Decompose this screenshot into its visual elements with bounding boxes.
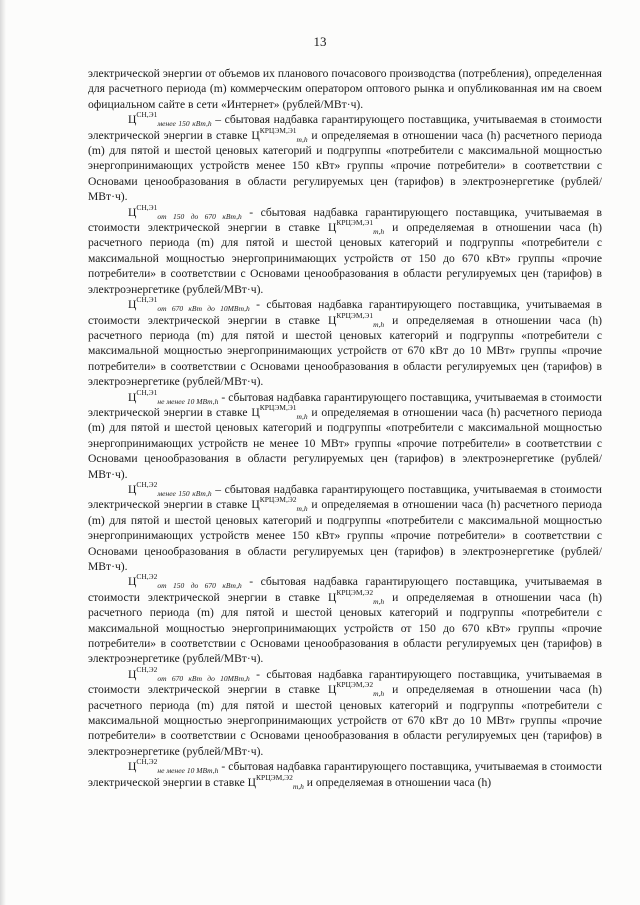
definition-paragraph (88, 112, 602, 204)
rate-letter: Ц (251, 498, 260, 512)
symbol-superscript: СН,Э1 (136, 110, 158, 120)
definition-text-b: и определяемая в отношении часа (h) расчетного периода (m) для пятой и шестой ценовых категорий и подгруппы «потребители с максимальной мощностью энергопринимающих устройств от 150 до 670 кВт» группы «прочие потребители» в соответствии с Основами ценообразования в области регулируемых цен (тарифов) в электроэнергетике (рублей/МВт·ч). (88, 590, 602, 666)
definitions-list (88, 112, 602, 790)
rate-letter: Ц (327, 683, 337, 697)
definition-text-a: - сбытовая надбавка гарантирующего поставщика, учитываемая в стоимости электрической энергии в ставке (88, 298, 602, 327)
rate-symbol (251, 402, 308, 421)
symbol-subscript: от 150 до 670 кВт,h (157, 581, 242, 591)
definition-paragraph (88, 759, 602, 790)
rate-superscript: КРЦЭМ,Э2 (256, 772, 293, 782)
symbol-superscript: СН,Э1 (136, 387, 158, 397)
symbol-subscript: не менее 10 МВт,h (157, 766, 219, 776)
rate-superscript: КРЦЭМ,Э1 (259, 125, 297, 135)
definition-text-b: и определяемая в отношении часа (h) расчетного периода (m) для пятой и шестой ценовых категорий и подгруппы «потребители с максимальной мощностью энергопринимающих устройств менее 150 кВт» группы «прочие потребители» в соответствии с Основами ценообразования в области регулируемых цен (тарифов) в электроэнергетике (рублей/МВт·ч). (88, 128, 602, 204)
definition-text-a: – сбытовая надбавка гарантирующего поставщика, учитываемая в стоимости электрической энергии в ставке (88, 113, 602, 142)
definition-text-a: - сбытовая надбавка гарантирующего поставщика, учитываемая в стоимости электрической энергии в ставке (88, 205, 602, 235)
definition-text-b: и определяемая в отношении часа (h) расчетного периода (m) для пятой и шестой ценовых категорий и подгруппы «потребители с максимальной мощностью энергопринимающих устройств от 150 до 670 кВт» группы «прочие потребители» в соответствии с Основами ценообразования в области регулируемых цен (тарифов) в электроэнергетике (рублей/МВт·ч). (88, 221, 602, 296)
symbol-letter: Ц (128, 390, 137, 404)
definition-text-b: и определяемая в отношении часа (h) расчетного периода (m) для пятой и шестой ценовых категорий и подгруппы «потребители с максимальной мощностью энергопринимающих устройств от 670 кВт до 10 МВт» группы «прочие потребители» в соответствии с Основами ценообразования в области регулируемых цен (тарифов) в электроэнергетике (рублей/МВт·ч). (88, 313, 602, 389)
rate-letter: Ц (251, 405, 260, 419)
symbol-subscript: менее 150 кВт,h (157, 488, 212, 498)
symbol-letter: Ц (128, 113, 137, 127)
symbol-subscript: не менее 10 МВт,h (157, 396, 219, 406)
rate-symbol (327, 218, 385, 237)
symbol-letter: Ц (128, 298, 137, 312)
definition-text-b: и определяемая в отношении часа (h) (303, 775, 492, 789)
definition-text-a: - сбытовая надбавка гарантирующего поставщика, учитываемая в стоимости электрической энергии в ставке (88, 667, 602, 697)
intro-paragraph: электрической энергии от объемов их планового почасового производства (потребления), определенная для расчетного периода (m) коммерческим оператором оптового рынка и опубликованная им на своем официальном сайте в сети «Интернет» (рублей/МВт·ч). (88, 67, 602, 111)
tariff-symbol (128, 664, 250, 683)
rate-letter: Ц (251, 128, 260, 142)
definition-text-a: - сбытовая надбавка гарантирующего поставщика, учитываемая в стоимости электрической энергии в ставке (88, 760, 602, 789)
rate-letter: Ц (247, 775, 257, 789)
tariff-symbol (128, 295, 250, 314)
rate-symbol (251, 125, 308, 144)
symbol-letter: Ц (128, 575, 137, 589)
tariff-symbol (128, 479, 212, 498)
symbol-letter: Ц (128, 205, 137, 219)
symbol-letter: Ц (128, 667, 137, 681)
symbol-superscript: СН,Э2 (136, 757, 158, 767)
symbol-superscript: СН,Э2 (136, 572, 158, 582)
definition-text-a: - сбытовая надбавка гарантирующего поставщика, учитываемая в стоимости электрической энергии в ставке (88, 575, 602, 604)
rate-subscript: m,h (373, 689, 385, 699)
rate-subscript: m,h (373, 596, 385, 606)
rate-superscript: КРЦЭМ,Э1 (336, 310, 374, 320)
definition-paragraph (88, 574, 602, 666)
tariff-symbol (128, 110, 212, 129)
rate-symbol (327, 310, 385, 329)
rate-superscript: КРЦЭМ,Э2 (336, 680, 374, 690)
definition-text-b: и определяемая в отношении часа (h) расчетного периода (m) для пятой и шестой ценовых категорий и подгруппы «потребители с максимальной мощностью энергопринимающих устройств менее 150 кВт» группы «прочие потребители» в соответствии с Основами ценообразования в области регулируемых цен (тарифов) в электроэнергетике (рублей/МВт·ч). (88, 498, 602, 573)
definition-paragraph (88, 479, 602, 574)
tariff-symbol (128, 387, 219, 406)
symbol-superscript: СН,Э1 (136, 202, 158, 212)
tariff-symbol (128, 202, 242, 221)
symbol-letter: Ц (128, 760, 137, 774)
symbol-superscript: СН,Э2 (136, 479, 158, 489)
rate-subscript: m,h (373, 227, 385, 237)
rate-subscript: m,h (296, 504, 308, 514)
definition-paragraph (88, 664, 602, 759)
definition-paragraph (88, 387, 602, 482)
symbol-subscript: менее 150 кВт,h (157, 119, 212, 129)
symbol-letter: Ц (128, 482, 137, 496)
definition-text-a: – сбытовая надбавка гарантирующего поставщика, учитываемая в стоимости электрической энергии в ставке (88, 482, 602, 512)
symbol-subscript: от 150 до 670 кВт,h (157, 211, 242, 221)
rate-subscript: m,h (373, 319, 385, 329)
rate-symbol (327, 587, 385, 606)
document-body (88, 66, 602, 790)
page-edge-shadow (0, 0, 6, 905)
symbol-superscript: СН,Э2 (136, 664, 158, 674)
rate-subscript: m,h (292, 781, 304, 791)
definition-text-a: - сбытовая надбавка гарантирующего поставщика, учитываемая в стоимости электрической энергии в ставке (88, 390, 602, 419)
symbol-superscript: СН,Э1 (136, 295, 158, 305)
rate-letter: Ц (327, 590, 337, 604)
rate-superscript: КРЦЭМ,Э2 (259, 495, 297, 505)
rate-superscript: КРЦЭМ,Э1 (336, 218, 374, 228)
rate-symbol (327, 680, 385, 699)
rate-letter: Ц (327, 313, 337, 327)
rate-symbol (251, 495, 308, 514)
rate-subscript: m,h (296, 134, 308, 144)
rate-subscript: m,h (296, 411, 308, 421)
rate-superscript: КРЦЭМ,Э1 (259, 402, 297, 412)
definition-text-b: и определяемая в отношении часа (h) расчетного периода (m) для пятой и шестой ценовых категорий и подгруппы «потребители с максимальной мощностью энергопринимающих устройств не менее 10 МВт» группы «прочие потребители» в соответствии с Основами ценообразования в области регулируемых цен (тарифов) в электроэнергетике (рублей/МВт·ч). (88, 405, 602, 481)
definition-text-b: и определяемая в отношении часа (h) расчетного периода (m) для пятой и шестой ценовых категорий и подгруппы «потребители с максимальной мощностью энергопринимающих устройств от 670 кВт до 10 МВт» группы «прочие потребители» в соответствии с Основами ценообразования в области регулируемых цен (тарифов) в электроэнергетике (рублей/МВт·ч). (88, 683, 602, 758)
rate-letter: Ц (327, 221, 337, 235)
symbol-subscript: от 670 кВт до 10МВт,h (157, 673, 250, 683)
rate-superscript: КРЦЭМ,Э2 (336, 587, 374, 597)
tariff-symbol (128, 757, 219, 776)
tariff-symbol (128, 572, 242, 591)
definition-paragraph (88, 202, 602, 297)
definition-paragraph (88, 297, 602, 389)
rate-symbol (247, 772, 304, 791)
page-number: 13 (313, 34, 327, 49)
symbol-subscript: от 670 кВт до 10МВт,h (157, 304, 250, 314)
